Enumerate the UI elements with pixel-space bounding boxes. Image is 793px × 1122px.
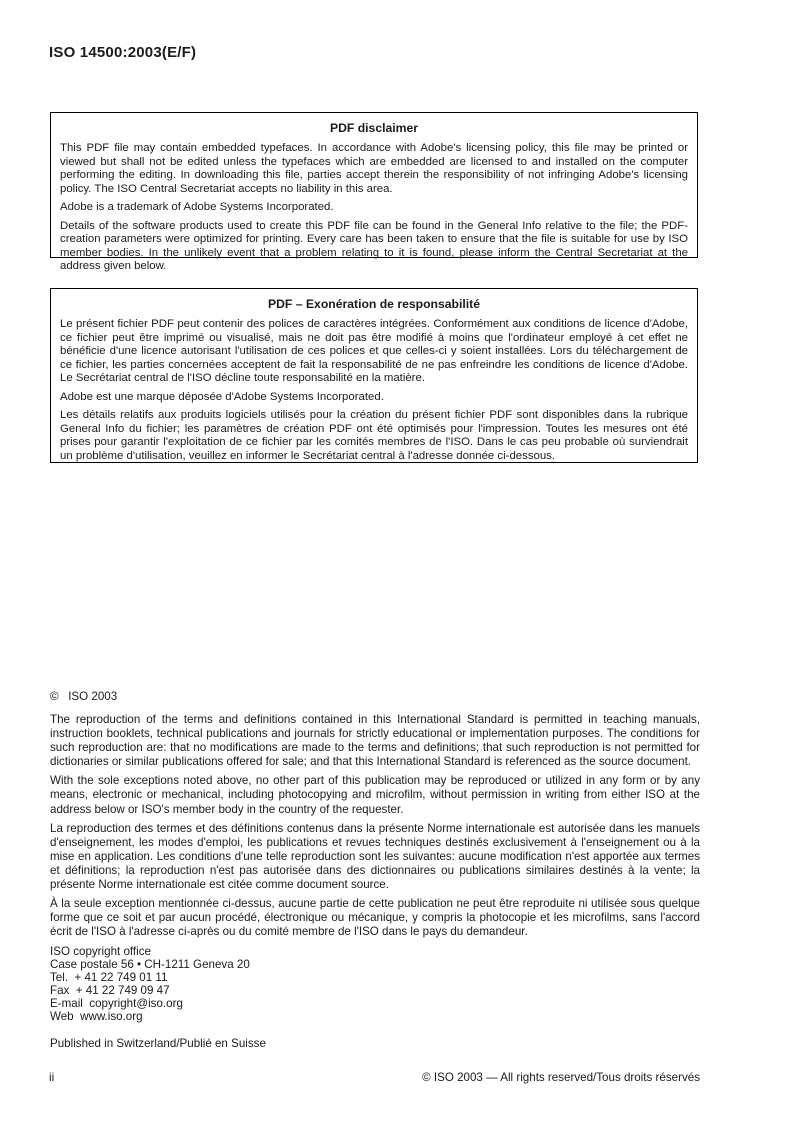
disclaimer-fr-paragraph: Le présent fichier PDF peut contenir des polices de caractères intégrées. Conformément aux conditions de licence d'Adobe, ce fichier peut être imprimé ou visualisé, mais ne doit pas être modifié à moins que l'ordinateur employé à cet effet ne bénéficie d'une licence autorisant l'utilisation de ces polices et que celles-ci y soient installées. Lors du téléchargement de ce fichier, les parties concernées acceptent de fait la responsabilité de ne pas enfreindre les conditions de licence d'Adobe. Le Secrétariat central de l'ISO décline toute responsabilité en la matière. bbox=[60, 318, 688, 384]
address-line-email: E-mail copyright@iso.org bbox=[50, 997, 183, 1011]
document-reference: ISO 14500:2003(E/F) bbox=[49, 44, 197, 61]
published-in-line: Published in Switzerland/Publié en Suisse bbox=[50, 1036, 266, 1050]
address-line-fax: Fax + 41 22 749 09 47 bbox=[50, 984, 170, 998]
iso-copyright-office-address bbox=[50, 946, 700, 1023]
pdf-disclaimer-box-fr bbox=[50, 288, 698, 463]
footer-copyright-text: © ISO 2003 — All rights reserved/Tous droits réservés bbox=[422, 1071, 700, 1084]
pdf-disclaimer-title-fr: PDF – Exonération de responsabilité bbox=[268, 297, 480, 311]
copyright-section bbox=[50, 690, 700, 1050]
pdf-disclaimer-title-en: PDF disclaimer bbox=[329, 121, 419, 135]
disclaimer-en-paragraph: Details of the software products used to create this PDF file can be found in the General Info relative to the file; the PDF-creation parameters were optimized for printing. Every care has been taken to ensure that the file is suitable for use by ISO member bodies. In the unlikely event that a problem relating to it is found, please inform the Central Secretariat at the address given below. bbox=[60, 219, 688, 272]
copyright-paragraph-fr: La reproduction des termes et des définitions contenus dans la présente Norme internationale est autorisée dans les manuels d'enseignement, les modes d'emploi, les publications et revues techniques destinés exclusivement à l'enseignement ou à la mise en application. Les conditions d'une telle reproduction sont les suivantes: aucune modification n'est apportée aux termes et définitions; la reproduction n'est pas autorisée dans des dictionnaires ou publications similaires destinés à la vente; la présente Norme internationale est citée comme document source. bbox=[50, 821, 700, 892]
copyright-paragraph-fr: À la seule exception mentionnée ci-dessus, aucune partie de cette publication ne peut être reproduite ni utilisée sous quelque forme que ce soit et par aucun procédé, électronique ou mécanique, y compris la photocopie et les microfilms, sans l'accord écrit de l'ISO à l'adresse ci-après ou du comité membre de l'ISO dans le pays du demandeur. bbox=[50, 897, 700, 939]
copyright-paragraph-en: The reproduction of the terms and definitions contained in this International Standard is permitted in teaching manuals, instruction booklets, technical publications and journals for strictly educational or implementation purposes. The conditions for such reproduction are: that no modifications are made to the terms and definitions; that such reproduction is not permitted for dictionaries or similar publications offered for sale; and that this International Standard is referenced as the source document. bbox=[50, 713, 700, 769]
address-line-postal: Case postale 56 • CH-1211 Geneva 20 bbox=[50, 958, 250, 972]
disclaimer-fr-paragraph: Les détails relatifs aux produits logiciels utilisés pour la création du présent fichier PDF sont disponibles dans la rubrique General Info du fichier; les paramètres de création PDF ont été optimisés pour l'impression. Toutes les mesures ont été prises pour garantir l'exploitation de ce fichier par les comités membres de l'ISO. Dans le cas peu probable où surviendrait un problème d'utilisation, veuillez en informer le Secrétariat central à l'adresse donnée ci-dessous. bbox=[60, 409, 688, 462]
disclaimer-en-paragraph: This PDF file may contain embedded typefaces. In accordance with Adobe's licensing policy, this file may be printed or viewed but shall not be edited unless the typefaces which are embedded are licensed to and installed on the computer performing the editing. In downloading this file, parties accept therein the responsibility of not infringing Adobe's licensing policy. The ISO Central Secretariat accepts no liability in this area. bbox=[60, 142, 688, 195]
page-number: ii bbox=[49, 1071, 55, 1084]
copyright-paragraph-en: With the sole exceptions noted above, no other part of this publication may be reproduced or utilized in any form or by any means, electronic or mechanical, including photocopying and microfilm, without permission in writing from either ISO at the address below or ISO's member body in the country of the requester. bbox=[50, 774, 700, 816]
address-line-office: ISO copyright office bbox=[50, 945, 151, 959]
address-line-web: Web www.iso.org bbox=[50, 1009, 143, 1023]
pdf-disclaimer-box-en bbox=[50, 112, 698, 272]
page-footer bbox=[49, 1071, 700, 1084]
copyright-notice: © ISO 2003 bbox=[50, 690, 118, 703]
address-line-tel: Tel. + 41 22 749 01 11 bbox=[50, 971, 168, 985]
disclaimer-en-paragraph: Adobe is a trademark of Adobe Systems Incorporated. bbox=[60, 201, 334, 213]
disclaimer-fr-paragraph: Adobe est une marque déposée d'Adobe Systems Incorporated. bbox=[60, 390, 384, 403]
